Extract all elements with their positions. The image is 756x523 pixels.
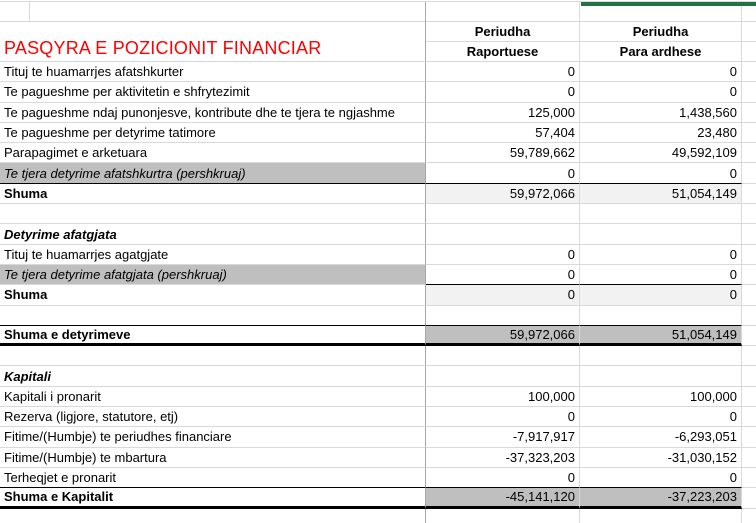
statement-table — [0, 62, 756, 523]
value-cell-para-ardhese[interactable]: -31,030,152 — [580, 448, 742, 468]
table-row — [0, 468, 756, 488]
empty-cell[interactable] — [742, 103, 756, 123]
column-header-row-2 — [426, 42, 756, 62]
empty-cell[interactable] — [426, 2, 580, 22]
row-label[interactable]: Fitime/(Humbje) te periudhes financiare — [0, 427, 426, 447]
row-label[interactable]: Rezerva (ligjore, statutore, etj) — [0, 407, 426, 427]
table-row — [0, 62, 756, 82]
value-cell-raportuese[interactable]: 0 — [426, 468, 580, 488]
empty-cell[interactable] — [742, 62, 756, 82]
row-label[interactable]: Parapagimet e arketuara — [0, 143, 426, 163]
empty-cell[interactable] — [742, 468, 756, 488]
row-label[interactable]: Te pagueshme ndaj punonjesve, kontribute dhe te tjera te ngjashme — [0, 103, 426, 123]
empty-cell[interactable] — [742, 306, 756, 326]
value-cell-para-ardhese[interactable]: 0 — [580, 285, 742, 305]
total-row-capital — [0, 488, 756, 508]
empty-cell[interactable] — [742, 184, 756, 204]
value-cell-para-ardhese[interactable]: 51,054,149 — [580, 326, 742, 346]
empty-cell[interactable] — [742, 22, 756, 42]
empty-cell[interactable] — [742, 245, 756, 265]
col-header-para-ardhese-line1[interactable]: Periudha — [580, 22, 742, 42]
empty-cell[interactable] — [742, 285, 756, 305]
value-cell-raportuese[interactable] — [426, 509, 580, 523]
table-row-other-liabilities-long — [0, 265, 756, 285]
top-empty-row — [0, 2, 425, 22]
value-cell-raportuese[interactable]: -45,141,120 — [426, 488, 580, 508]
empty-cell[interactable] — [742, 509, 756, 523]
value-cell-para-ardhese[interactable]: 0 — [580, 82, 742, 102]
row-label[interactable] — [0, 306, 426, 326]
corner-cell[interactable] — [0, 2, 30, 21]
value-cell-para-ardhese[interactable]: -37,223,203 — [580, 488, 742, 508]
col-header-raportuese-line2[interactable]: Raportuese — [426, 42, 580, 62]
table-row — [0, 427, 756, 447]
value-cell-para-ardhese[interactable]: 0 — [580, 245, 742, 265]
total-row-short-term — [0, 184, 756, 204]
value-cell-raportuese[interactable]: 0 — [426, 163, 580, 183]
row-label[interactable]: Tituj te huamarrjes afatshkurter — [0, 62, 426, 82]
value-cell-para-ardhese[interactable]: 0 — [580, 62, 742, 82]
column-headers — [426, 2, 756, 62]
title-column — [0, 2, 426, 62]
table-row-other-liabilities-short — [0, 163, 756, 183]
table-row-empty — [0, 509, 756, 523]
col-header-raportuese-line1[interactable]: Periudha — [426, 22, 580, 42]
row-label[interactable]: Shuma — [0, 184, 426, 204]
row-label[interactable] — [0, 346, 426, 366]
col-header-para-ardhese-line2[interactable]: Para ardhese — [580, 42, 742, 62]
value-cell-raportuese[interactable]: 59,972,066 — [426, 326, 580, 346]
value-cell-raportuese[interactable]: 0 — [426, 407, 580, 427]
empty-cell[interactable] — [742, 488, 756, 508]
value-cell-raportuese[interactable]: 0 — [426, 245, 580, 265]
empty-cell[interactable] — [742, 407, 756, 427]
table-row — [0, 245, 756, 265]
value-cell-raportuese[interactable]: -7,917,917 — [426, 427, 580, 447]
value-cell-para-ardhese[interactable]: 100,000 — [580, 387, 742, 407]
row-label[interactable]: Te tjera detyrime afatshkurtra (pershkruaj) — [0, 163, 426, 183]
row-label[interactable]: Te tjera detyrime afatgjata (pershkruaj) — [0, 265, 426, 285]
row-label[interactable]: Fitime/(Humbje) te mbartura — [0, 448, 426, 468]
value-cell-raportuese[interactable]: 0 — [426, 82, 580, 102]
table-row — [0, 407, 756, 427]
section-header-long-term — [0, 224, 756, 244]
empty-cell[interactable] — [742, 326, 756, 346]
header-area — [0, 1, 756, 62]
empty-cell[interactable] — [742, 366, 756, 386]
value-cell-para-ardhese[interactable] — [580, 224, 742, 244]
value-cell-para-ardhese[interactable] — [580, 509, 742, 523]
column-header-row-1 — [426, 22, 756, 42]
empty-cell[interactable] — [742, 265, 756, 285]
value-cell-para-ardhese[interactable] — [580, 306, 742, 326]
row-label[interactable]: Shuma — [0, 285, 426, 305]
value-cell-raportuese[interactable] — [426, 366, 580, 386]
row-label[interactable] — [0, 204, 426, 224]
row-label[interactable]: Shuma e Kapitalit — [0, 488, 426, 508]
table-row-empty — [0, 306, 756, 326]
value-cell-raportuese[interactable]: 0 — [426, 62, 580, 82]
page-title[interactable]: PASQYRA E POZICIONIT FINANCIAR — [4, 38, 322, 58]
table-row — [0, 387, 756, 407]
row-label[interactable]: Shuma e detyrimeve — [0, 326, 426, 346]
value-cell-para-ardhese[interactable]: -6,293,051 — [580, 427, 742, 447]
empty-cell[interactable] — [742, 448, 756, 468]
value-cell-para-ardhese[interactable]: 0 — [580, 163, 742, 183]
value-cell-para-ardhese[interactable]: 49,592,109 — [580, 143, 742, 163]
value-cell-raportuese[interactable]: 0 — [426, 285, 580, 305]
row-label[interactable]: Te pagueshme per detyrime tatimore — [0, 123, 426, 143]
empty-cell[interactable] — [742, 346, 756, 366]
empty-cell[interactable] — [742, 123, 756, 143]
empty-cell[interactable] — [742, 387, 756, 407]
table-row — [0, 448, 756, 468]
row-label[interactable]: Te pagueshme per aktivitetin e shfrytezimit — [0, 82, 426, 102]
value-cell-raportuese[interactable]: 59,972,066 — [426, 184, 580, 204]
value-cell-raportuese[interactable]: 125,000 — [426, 103, 580, 123]
row-label[interactable]: Terheqjet e pronarit — [0, 468, 426, 488]
empty-cell[interactable] — [742, 143, 756, 163]
empty-cell[interactable] — [742, 224, 756, 244]
value-cell-para-ardhese[interactable]: 51,054,149 — [580, 184, 742, 204]
table-row — [0, 103, 756, 123]
value-cell-raportuese[interactable]: 100,000 — [426, 387, 580, 407]
empty-cell[interactable] — [742, 42, 756, 62]
row-label[interactable]: Kapitali i pronarit — [0, 387, 426, 407]
empty-cell[interactable] — [742, 163, 756, 183]
table-row-empty — [0, 346, 756, 366]
value-cell-para-ardhese[interactable]: 0 — [580, 407, 742, 427]
value-cell-raportuese[interactable]: 57,404 — [426, 123, 580, 143]
section-header-capital — [0, 366, 756, 386]
value-cell-raportuese[interactable]: 0 — [426, 265, 580, 285]
row-label[interactable]: Detyrime afatgjata — [0, 224, 426, 244]
total-row-long-term — [0, 285, 756, 305]
value-cell-para-ardhese[interactable]: 0 — [580, 468, 742, 488]
value-cell-para-ardhese[interactable]: 1,438,560 — [580, 103, 742, 123]
value-cell-para-ardhese[interactable] — [580, 204, 742, 224]
table-row — [0, 82, 756, 102]
empty-cell[interactable] — [742, 82, 756, 102]
table-row-empty — [0, 204, 756, 224]
empty-cell[interactable] — [742, 427, 756, 447]
empty-cell[interactable] — [742, 204, 756, 224]
row-label[interactable]: Tituj te huamarrjes agatgjate — [0, 245, 426, 265]
value-cell-raportuese[interactable] — [426, 346, 580, 366]
value-cell-para-ardhese[interactable] — [580, 366, 742, 386]
table-row — [0, 143, 756, 163]
value-cell-raportuese[interactable] — [426, 306, 580, 326]
table-row — [0, 123, 756, 143]
total-row-liabilities — [0, 326, 756, 346]
value-cell-para-ardhese[interactable]: 23,480 — [580, 123, 742, 143]
row-label[interactable] — [0, 509, 426, 523]
value-cell-raportuese[interactable] — [426, 204, 580, 224]
value-cell-raportuese[interactable] — [426, 224, 580, 244]
value-cell-raportuese[interactable]: -37,323,203 — [426, 448, 580, 468]
value-cell-para-ardhese[interactable]: 0 — [580, 265, 742, 285]
row-label[interactable]: Kapitali — [0, 366, 426, 386]
green-accent-bar — [581, 2, 756, 6]
value-cell-para-ardhese[interactable] — [580, 346, 742, 366]
value-cell-raportuese[interactable]: 59,789,662 — [426, 143, 580, 163]
